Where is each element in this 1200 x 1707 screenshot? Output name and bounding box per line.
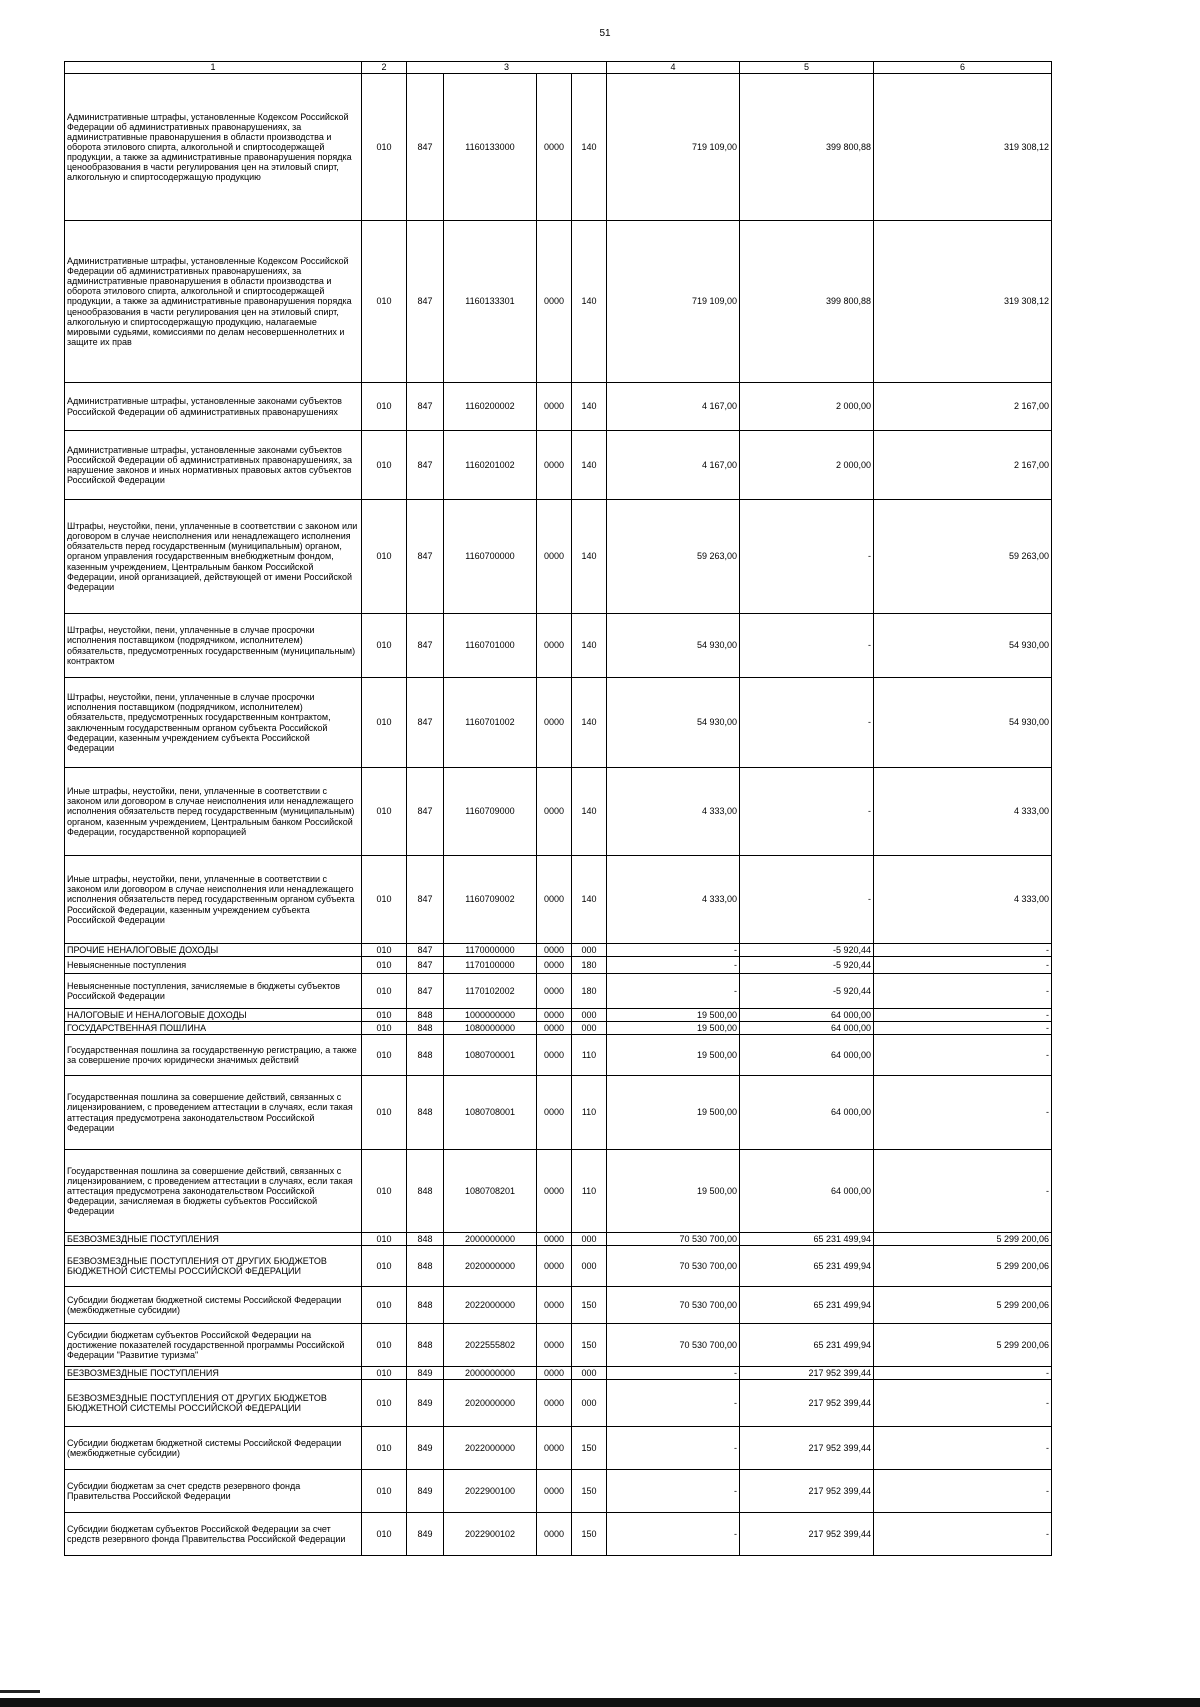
row-value-approved: -: [607, 957, 740, 974]
row-code-sub: 0000: [537, 974, 572, 1009]
row-value-executed: -5 920,44: [740, 974, 874, 1009]
row-code-admin: 847: [407, 74, 444, 221]
row-code-type: 150: [572, 1324, 607, 1367]
row-code-sub: 0000: [537, 1035, 572, 1076]
row-value-unexecuted: 2 167,00: [874, 431, 1052, 500]
row-code-type: 180: [572, 974, 607, 1009]
row-code-chapter: 010: [362, 431, 407, 500]
row-value-executed: 64 000,00: [740, 1009, 874, 1022]
row-code-admin: 848: [407, 1076, 444, 1150]
row-value-unexecuted: -: [874, 1513, 1052, 1556]
row-code-type: 000: [572, 1367, 607, 1380]
row-description: ГОСУДАРСТВЕННАЯ ПОШЛИНА: [65, 1022, 362, 1035]
row-value-unexecuted: -: [874, 1427, 1052, 1470]
row-code-chapter: 010: [362, 614, 407, 678]
row-value-unexecuted: 5 299 200,06: [874, 1246, 1052, 1287]
header-col-3: 3: [407, 62, 607, 74]
row-description: Государственная пошлина за совершение действий, связанных с лицензированием, с проведением аттестации в случаях, если такая аттестация предусмотрена законодательством Российской Федерации: [65, 1076, 362, 1150]
row-description: НАЛОГОВЫЕ И НЕНАЛОГОВЫЕ ДОХОДЫ: [65, 1009, 362, 1022]
row-value-approved: -: [607, 1427, 740, 1470]
row-value-unexecuted: 319 308,12: [874, 74, 1052, 221]
row-code-type: 000: [572, 1022, 607, 1035]
table-row: [65, 1324, 1052, 1367]
row-description: БЕЗВОЗМЕЗДНЫЕ ПОСТУПЛЕНИЯ: [65, 1367, 362, 1380]
row-code-sub: 0000: [537, 768, 572, 856]
table-row: [65, 1470, 1052, 1513]
page-number: 51: [599, 28, 611, 39]
table-row: [65, 1009, 1052, 1022]
row-value-unexecuted: -: [874, 1022, 1052, 1035]
row-value-approved: 70 530 700,00: [607, 1287, 740, 1324]
row-description: Субсидии бюджетам субъектов Российской Федерации за счет средств резервного фонда Правительства Российской Федерации: [65, 1513, 362, 1556]
row-code-chapter: 010: [362, 221, 407, 383]
header-col-2: 2: [362, 62, 407, 74]
row-value-unexecuted: 319 308,12: [874, 221, 1052, 383]
row-value-unexecuted: -: [874, 1470, 1052, 1513]
row-code-kbk: 1160701000: [444, 614, 537, 678]
row-code-kbk: 2022555802: [444, 1324, 537, 1367]
row-code-sub: 0000: [537, 1233, 572, 1246]
row-code-admin: 847: [407, 614, 444, 678]
row-code-kbk: 1160200002: [444, 383, 537, 431]
row-code-sub: 0000: [537, 1022, 572, 1035]
row-code-kbk: 1160709002: [444, 856, 537, 944]
row-value-unexecuted: -: [874, 974, 1052, 1009]
row-value-approved: 719 109,00: [607, 221, 740, 383]
row-value-executed: 65 231 499,94: [740, 1233, 874, 1246]
row-code-type: 110: [572, 1150, 607, 1233]
row-description: Иные штрафы, неустойки, пени, уплаченные в соответствии с законом или договором в случае неисполнения или ненадлежащего исполнения обязательств перед государственным органом субъекта Российской Федерации, казенным учреждением субъекта Российской Федерации: [65, 856, 362, 944]
row-value-unexecuted: -: [874, 1367, 1052, 1380]
row-code-kbk: 1160700000: [444, 500, 537, 614]
row-value-executed: 64 000,00: [740, 1150, 874, 1233]
row-code-kbk: 2020000000: [444, 1246, 537, 1287]
row-code-sub: 0000: [537, 957, 572, 974]
row-code-sub: 0000: [537, 1009, 572, 1022]
row-value-approved: 19 500,00: [607, 1150, 740, 1233]
row-value-executed: -5 920,44: [740, 944, 874, 957]
row-value-approved: 19 500,00: [607, 1022, 740, 1035]
row-code-chapter: 010: [362, 1380, 407, 1427]
row-value-unexecuted: -: [874, 1035, 1052, 1076]
row-code-sub: 0000: [537, 500, 572, 614]
row-code-chapter: 010: [362, 1022, 407, 1035]
row-code-sub: 0000: [537, 1150, 572, 1233]
row-code-kbk: 1160133000: [444, 74, 537, 221]
row-value-approved: 19 500,00: [607, 1009, 740, 1022]
row-code-admin: 847: [407, 383, 444, 431]
table-row: [65, 221, 1052, 383]
row-code-sub: 0000: [537, 1513, 572, 1556]
row-code-type: 150: [572, 1470, 607, 1513]
row-value-executed: 64 000,00: [740, 1035, 874, 1076]
row-value-unexecuted: 59 263,00: [874, 500, 1052, 614]
row-value-approved: 54 930,00: [607, 614, 740, 678]
row-code-chapter: 010: [362, 1513, 407, 1556]
row-code-type: 140: [572, 383, 607, 431]
row-code-admin: 847: [407, 974, 444, 1009]
row-code-chapter: 010: [362, 678, 407, 768]
row-code-chapter: 010: [362, 768, 407, 856]
table-row: [65, 957, 1052, 974]
row-code-admin: 847: [407, 957, 444, 974]
row-code-kbk: 1170000000: [444, 944, 537, 957]
row-code-type: 140: [572, 678, 607, 768]
row-code-kbk: 1170102002: [444, 974, 537, 1009]
row-code-type: 110: [572, 1076, 607, 1150]
row-description: Штрафы, неустойки, пени, уплаченные в соответствии с законом или договором в случае неисполнения или ненадлежащего исполнения обязательств перед государственным (муниципальным) органом, органом управления государственным внебюджетным фондом, казенным учреждением, Центральным банком Российской Федерации, иной организацией, действующей от имени Российской Федерации: [65, 500, 362, 614]
row-value-unexecuted: 54 930,00: [874, 614, 1052, 678]
row-value-approved: 54 930,00: [607, 678, 740, 768]
row-value-executed: 399 800,88: [740, 221, 874, 383]
row-value-executed: 399 800,88: [740, 74, 874, 221]
row-code-type: 000: [572, 1246, 607, 1287]
row-value-approved: 719 109,00: [607, 74, 740, 221]
row-value-executed: -: [740, 856, 874, 944]
row-code-admin: 847: [407, 221, 444, 383]
row-code-type: 000: [572, 1009, 607, 1022]
row-value-executed: 217 952 399,44: [740, 1470, 874, 1513]
row-value-approved: 59 263,00: [607, 500, 740, 614]
row-code-type: 140: [572, 500, 607, 614]
row-code-chapter: 010: [362, 500, 407, 614]
row-value-executed: -: [740, 614, 874, 678]
row-code-sub: 0000: [537, 1470, 572, 1513]
row-value-approved: 19 500,00: [607, 1076, 740, 1150]
row-code-chapter: 010: [362, 1009, 407, 1022]
table-row: [65, 383, 1052, 431]
table-row: [65, 1380, 1052, 1427]
row-value-unexecuted: -: [874, 957, 1052, 974]
row-code-type: 140: [572, 614, 607, 678]
header-row: [65, 62, 1052, 74]
row-value-approved: -: [607, 1367, 740, 1380]
header-col-6: 6: [874, 62, 1052, 74]
row-code-sub: 0000: [537, 1324, 572, 1367]
row-value-approved: -: [607, 1380, 740, 1427]
row-value-unexecuted: -: [874, 1076, 1052, 1150]
row-value-approved: 4 167,00: [607, 431, 740, 500]
row-code-kbk: 1160709000: [444, 768, 537, 856]
row-code-kbk: 2000000000: [444, 1367, 537, 1380]
row-value-unexecuted: 5 299 200,06: [874, 1287, 1052, 1324]
row-description: БЕЗВОЗМЕЗДНЫЕ ПОСТУПЛЕНИЯ ОТ ДРУГИХ БЮДЖЕТОВ БЮДЖЕТНОЙ СИСТЕМЫ РОССИЙСКОЙ ФЕДЕРАЦИИ: [65, 1246, 362, 1287]
row-code-sub: 0000: [537, 431, 572, 500]
row-code-sub: 0000: [537, 1287, 572, 1324]
table-row: [65, 944, 1052, 957]
row-code-sub: 0000: [537, 678, 572, 768]
scan-bottom-bar: [0, 1698, 1200, 1707]
row-code-admin: 848: [407, 1035, 444, 1076]
row-value-executed: 64 000,00: [740, 1022, 874, 1035]
row-value-unexecuted: -: [874, 1009, 1052, 1022]
row-code-admin: 848: [407, 1022, 444, 1035]
row-code-chapter: 010: [362, 856, 407, 944]
row-value-executed: 65 231 499,94: [740, 1324, 874, 1367]
row-description: ПРОЧИЕ НЕНАЛОГОВЫЕ ДОХОДЫ: [65, 944, 362, 957]
row-code-chapter: 010: [362, 1246, 407, 1287]
row-code-type: 150: [572, 1287, 607, 1324]
row-code-type: 150: [572, 1513, 607, 1556]
row-description: Иные штрафы, неустойки, пени, уплаченные в соответствии с законом или договором в случае неисполнения или ненадлежащего исполнения обязательств перед государственным (муниципальным) органом, казенным учреждением, Центральным банком Российской Федерации, государственной корпорацией: [65, 768, 362, 856]
row-code-sub: 0000: [537, 1427, 572, 1470]
row-description: Государственная пошлина за государственную регистрацию, а также за совершение прочих юридически значимых действий: [65, 1035, 362, 1076]
row-code-admin: 848: [407, 1287, 444, 1324]
row-code-admin: 847: [407, 944, 444, 957]
row-value-approved: 70 530 700,00: [607, 1246, 740, 1287]
row-value-executed: 65 231 499,94: [740, 1246, 874, 1287]
row-value-unexecuted: -: [874, 944, 1052, 957]
header-col-5: 5: [740, 62, 874, 74]
header-col-4: 4: [607, 62, 740, 74]
row-value-executed: 64 000,00: [740, 1076, 874, 1150]
row-code-kbk: 1160201002: [444, 431, 537, 500]
row-code-admin: 849: [407, 1367, 444, 1380]
row-value-approved: 4 333,00: [607, 856, 740, 944]
row-value-approved: -: [607, 974, 740, 1009]
row-code-type: 140: [572, 74, 607, 221]
scan-edge-mark: [0, 1690, 40, 1693]
row-description: Субсидии бюджетам бюджетной системы Российской Федерации (межбюджетные субсидии): [65, 1287, 362, 1324]
row-code-admin: 848: [407, 1324, 444, 1367]
row-code-admin: 848: [407, 1009, 444, 1022]
row-value-executed: 217 952 399,44: [740, 1367, 874, 1380]
table-row: [65, 500, 1052, 614]
row-description: Невыясненные поступления, зачисляемые в бюджеты субъектов Российской Федерации: [65, 974, 362, 1009]
row-code-sub: 0000: [537, 1246, 572, 1287]
row-value-executed: 217 952 399,44: [740, 1427, 874, 1470]
row-value-executed: 217 952 399,44: [740, 1380, 874, 1427]
table-row: [65, 614, 1052, 678]
table-row: [65, 1150, 1052, 1233]
row-code-chapter: 010: [362, 1427, 407, 1470]
row-code-chapter: 010: [362, 1035, 407, 1076]
row-value-executed: 2 000,00: [740, 383, 874, 431]
row-value-unexecuted: 4 333,00: [874, 768, 1052, 856]
row-code-admin: 847: [407, 678, 444, 768]
row-code-admin: 848: [407, 1246, 444, 1287]
row-code-kbk: 2020000000: [444, 1380, 537, 1427]
row-description: Субсидии бюджетам за счет средств резервного фонда Правительства Российской Федерации: [65, 1470, 362, 1513]
row-value-approved: 19 500,00: [607, 1035, 740, 1076]
table-body: [65, 62, 1052, 1556]
row-description: БЕЗВОЗМЕЗДНЫЕ ПОСТУПЛЕНИЯ ОТ ДРУГИХ БЮДЖЕТОВ БЮДЖЕТНОЙ СИСТЕМЫ РОССИЙСКОЙ ФЕДЕРАЦИИ: [65, 1380, 362, 1427]
row-value-approved: -: [607, 1470, 740, 1513]
table-row: [65, 431, 1052, 500]
table-row: [65, 1246, 1052, 1287]
row-description: Субсидии бюджетам субъектов Российской Федерации на достижение показателей государственной программы Российской Федерации "Развитие туризма": [65, 1324, 362, 1367]
row-value-approved: -: [607, 1513, 740, 1556]
row-code-type: 140: [572, 856, 607, 944]
row-code-kbk: 2022900100: [444, 1470, 537, 1513]
row-code-sub: 0000: [537, 614, 572, 678]
table-row: [65, 1233, 1052, 1246]
row-code-chapter: 010: [362, 383, 407, 431]
row-code-chapter: 010: [362, 1470, 407, 1513]
row-code-sub: 0000: [537, 74, 572, 221]
row-code-kbk: 1080700001: [444, 1035, 537, 1076]
row-code-sub: 0000: [537, 221, 572, 383]
row-value-executed: -5 920,44: [740, 957, 874, 974]
row-code-type: 110: [572, 1035, 607, 1076]
row-description: Административные штрафы, установленные законами субъектов Российской Федерации об административных правонарушениях, за нарушение законов и иных нормативных правовых актов субъектов Российской Федерации: [65, 431, 362, 500]
row-code-kbk: 1160701002: [444, 678, 537, 768]
header-col-1: 1: [65, 62, 362, 74]
row-value-unexecuted: 4 333,00: [874, 856, 1052, 944]
row-code-sub: 0000: [537, 1076, 572, 1150]
row-code-chapter: 010: [362, 1287, 407, 1324]
row-code-kbk: 2022900102: [444, 1513, 537, 1556]
row-code-chapter: 010: [362, 974, 407, 1009]
row-code-admin: 848: [407, 1233, 444, 1246]
row-description: БЕЗВОЗМЕЗДНЫЕ ПОСТУПЛЕНИЯ: [65, 1233, 362, 1246]
row-code-chapter: 010: [362, 1233, 407, 1246]
row-code-kbk: 2000000000: [444, 1233, 537, 1246]
row-code-sub: 0000: [537, 856, 572, 944]
row-code-type: 140: [572, 431, 607, 500]
row-code-sub: 0000: [537, 944, 572, 957]
table-row: [65, 74, 1052, 221]
row-code-kbk: 1080000000: [444, 1022, 537, 1035]
table-row: [65, 678, 1052, 768]
row-code-chapter: 010: [362, 1367, 407, 1380]
row-code-kbk: 1160133301: [444, 221, 537, 383]
row-value-executed: 217 952 399,44: [740, 1513, 874, 1556]
row-value-unexecuted: 2 167,00: [874, 383, 1052, 431]
row-code-admin: 847: [407, 856, 444, 944]
row-code-chapter: 010: [362, 1324, 407, 1367]
row-value-unexecuted: -: [874, 1380, 1052, 1427]
row-description: Штрафы, неустойки, пени, уплаченные в случае просрочки исполнения поставщиком (подрядчиком, исполнителем) обязательств, предусмотренных государственным (муниципальным) контрактом: [65, 614, 362, 678]
row-code-admin: 847: [407, 500, 444, 614]
row-value-approved: 70 530 700,00: [607, 1233, 740, 1246]
row-value-approved: 4 333,00: [607, 768, 740, 856]
table-row: [65, 1287, 1052, 1324]
row-description: Государственная пошлина за совершение действий, связанных с лицензированием, с проведением аттестации в случаях, если такая аттестация предусмотрена законодательством Российской Федерации, зачисляемая в бюджеты субъектов Российской Федерации: [65, 1150, 362, 1233]
row-description: Административные штрафы, установленные Кодексом Российской Федерации об административных правонарушениях, за административные правонарушения в области производства и оборота этилового спирта, алкогольной и спиртосодержащей продукции, а также за административные правонарушения порядка ценообразования в части регулирования цен на этиловый спирт, алкогольную и спиртосодержащую продукцию: [65, 74, 362, 221]
row-description: Административные штрафы, установленные Кодексом Российской Федерации об административных правонарушениях, за административные правонарушения в области производства и оборота этилового спирта, алкогольной и спиртосодержащей продукции, а также за административные правонарушения порядка ценообразования в части регулирования цен на этиловый спирт, алкогольную и спиртосодержащую продукцию, налагаемые мировыми судьями, комиссиями по делам несовершеннолетних и защите их прав: [65, 221, 362, 383]
table-row: [65, 974, 1052, 1009]
row-code-chapter: 010: [362, 74, 407, 221]
row-code-chapter: 010: [362, 957, 407, 974]
table-row: [65, 1513, 1052, 1556]
row-code-sub: 0000: [537, 1367, 572, 1380]
row-code-type: 000: [572, 1233, 607, 1246]
table-row: [65, 1035, 1052, 1076]
revenue-table: [64, 61, 1052, 1556]
row-code-kbk: 1080708201: [444, 1150, 537, 1233]
row-value-executed: -: [740, 678, 874, 768]
table-row: [65, 1427, 1052, 1470]
table-row: [65, 1367, 1052, 1380]
row-value-unexecuted: 54 930,00: [874, 678, 1052, 768]
row-code-chapter: 010: [362, 944, 407, 957]
row-code-admin: 847: [407, 768, 444, 856]
table-row: [65, 1022, 1052, 1035]
row-code-kbk: 2022000000: [444, 1287, 537, 1324]
row-value-approved: 4 167,00: [607, 383, 740, 431]
row-code-type: 180: [572, 957, 607, 974]
row-code-kbk: 2022000000: [444, 1427, 537, 1470]
row-code-type: 000: [572, 944, 607, 957]
row-code-admin: 849: [407, 1513, 444, 1556]
row-code-admin: 847: [407, 431, 444, 500]
row-value-unexecuted: -: [874, 1150, 1052, 1233]
row-value-unexecuted: 5 299 200,06: [874, 1324, 1052, 1367]
row-code-sub: 0000: [537, 1380, 572, 1427]
row-code-admin: 848: [407, 1150, 444, 1233]
row-value-executed: -: [740, 768, 874, 856]
row-code-sub: 0000: [537, 383, 572, 431]
table-row: [65, 1076, 1052, 1150]
row-code-type: 150: [572, 1427, 607, 1470]
row-value-approved: -: [607, 944, 740, 957]
row-description: Невыясненные поступления: [65, 957, 362, 974]
table-row: [65, 856, 1052, 944]
row-description: Административные штрафы, установленные законами субъектов Российской Федерации об административных правонарушениях: [65, 383, 362, 431]
row-code-chapter: 010: [362, 1076, 407, 1150]
row-code-kbk: 1170100000: [444, 957, 537, 974]
row-code-type: 000: [572, 1380, 607, 1427]
row-value-approved: 70 530 700,00: [607, 1324, 740, 1367]
row-code-admin: 849: [407, 1427, 444, 1470]
row-code-admin: 849: [407, 1470, 444, 1513]
row-code-kbk: 1000000000: [444, 1009, 537, 1022]
row-code-type: 140: [572, 768, 607, 856]
row-description: Штрафы, неустойки, пени, уплаченные в случае просрочки исполнения поставщиком (подрядчиком, исполнителем) обязательств, предусмотренных государственным контрактом, заключенным государственным органом субъекта Российской Федерации, казенным учреждением субъекта Российской Федерации: [65, 678, 362, 768]
row-code-admin: 849: [407, 1380, 444, 1427]
table-row: [65, 768, 1052, 856]
row-code-type: 140: [572, 221, 607, 383]
row-value-executed: -: [740, 500, 874, 614]
row-value-executed: 2 000,00: [740, 431, 874, 500]
row-description: Субсидии бюджетам бюджетной системы Российской Федерации (межбюджетные субсидии): [65, 1427, 362, 1470]
row-value-executed: 65 231 499,94: [740, 1287, 874, 1324]
row-code-chapter: 010: [362, 1150, 407, 1233]
row-value-unexecuted: 5 299 200,06: [874, 1233, 1052, 1246]
row-code-kbk: 1080708001: [444, 1076, 537, 1150]
